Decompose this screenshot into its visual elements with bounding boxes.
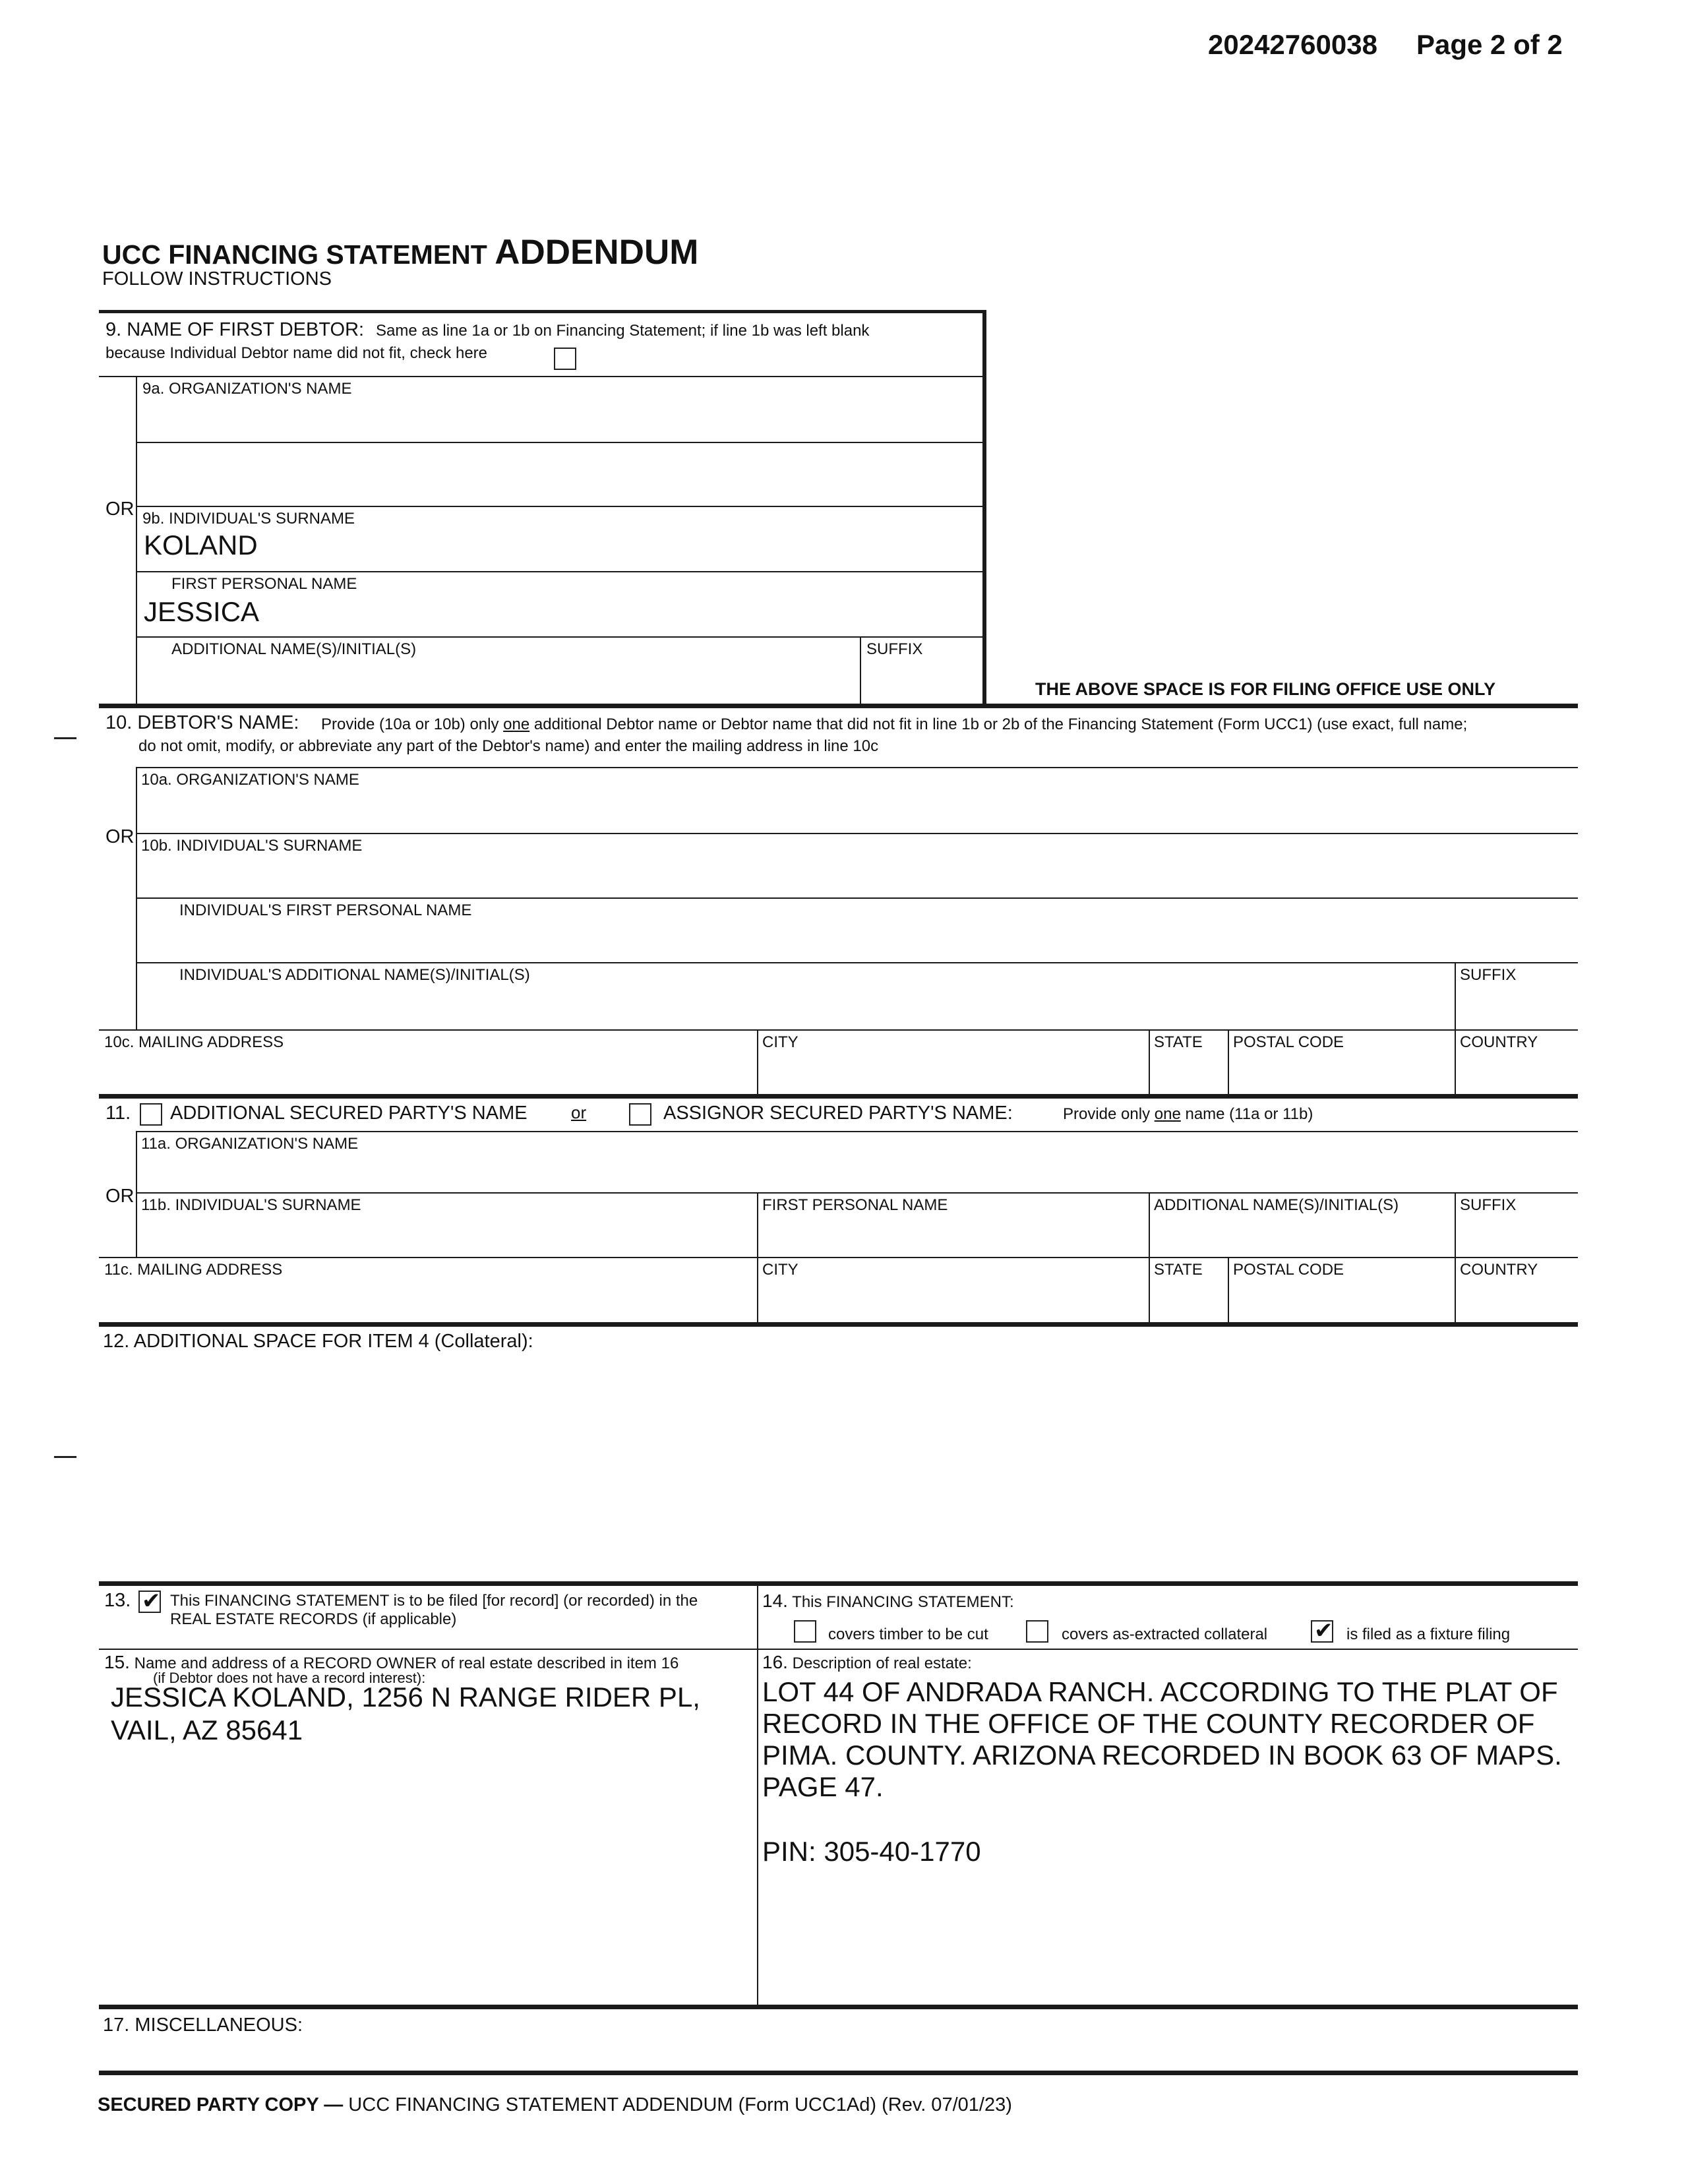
divider — [99, 376, 982, 377]
divider — [1228, 1029, 1229, 1094]
item13-real-estate-checkbox[interactable] — [138, 1591, 161, 1613]
item15-sub: (if Debtor does not have a record interest): — [153, 1670, 426, 1686]
item11-note-1: Provide only — [1063, 1105, 1155, 1123]
item9-or: OR — [106, 499, 135, 520]
item10c-state-label: STATE — [1154, 1033, 1203, 1051]
item15-text: Name and address of a RECORD OWNER of real estate described in item 16 — [134, 1654, 679, 1672]
item10-note-a2: additional Debtor name or Debtor name that did not fit in line 1b or 2b of the Financing Statement (Form UCC1) (use exact, full name; — [529, 715, 1468, 733]
item10c-city-label: CITY — [762, 1033, 799, 1051]
item14-as-extracted-checkbox[interactable] — [1026, 1620, 1048, 1643]
item11b-suffix-label: SUFFIX — [1460, 1196, 1517, 1214]
item10b-surname-field[interactable] — [138, 854, 1576, 897]
item11c-country-label: COUNTRY — [1460, 1261, 1538, 1279]
item15-owner-line1[interactable]: JESSICA KOLAND, 1256 N RANGE RIDER PL, — [111, 1682, 700, 1713]
item10a-org-name-field[interactable] — [138, 788, 1576, 833]
item10b-label: 10b. INDIVIDUAL'S SURNAME — [141, 837, 363, 855]
item12-collateral-field[interactable] — [99, 1355, 1578, 1579]
item11b-first-name-label: FIRST PERSONAL NAME — [762, 1196, 948, 1214]
item11c-state-label: STATE — [1154, 1261, 1203, 1279]
item11-note-2: name (11a or 11b) — [1180, 1105, 1313, 1123]
divider — [136, 376, 137, 706]
item9-first-name-label: FIRST PERSONAL NAME — [171, 575, 357, 593]
item13-number: 13. — [104, 1590, 131, 1611]
item10-note-a1: Provide (10a or 10b) only — [321, 715, 504, 733]
item17-bottom-border — [99, 2071, 1578, 2075]
divider — [136, 506, 982, 507]
item14-label — [762, 1591, 1014, 1612]
item16-description-line4[interactable]: PAGE 47. — [762, 1771, 884, 1802]
item10-first-name-field[interactable] — [138, 919, 1576, 962]
center-divider — [757, 1581, 758, 2007]
item10-note-a — [321, 715, 1467, 734]
item9-note-a: Same as line 1a or 1b on Financing Statement; if line 1b was left blank — [376, 322, 870, 340]
divider — [136, 897, 1578, 899]
item11-or: OR — [106, 1186, 135, 1207]
item9-right-border — [982, 310, 986, 706]
item11-additional-party-label: ADDITIONAL SECURED PARTY'S NAME — [170, 1103, 528, 1124]
divider — [136, 1131, 137, 1258]
item17-top-border — [99, 2005, 1578, 2009]
item14-text: This FINANCING STATEMENT: — [792, 1593, 1014, 1611]
item14-timber-checkbox[interactable] — [794, 1620, 816, 1643]
divider — [136, 636, 982, 638]
item9-additional-label: ADDITIONAL NAME(S)/INITIAL(S) — [171, 640, 417, 658]
item12-top-border — [99, 1322, 1578, 1327]
divider — [99, 1029, 1578, 1031]
item9-same-as-checkbox[interactable] — [554, 348, 576, 370]
item11c-city-label: CITY — [762, 1261, 799, 1279]
item15-number: 15. — [104, 1652, 130, 1672]
item12-label: 12. ADDITIONAL SPACE FOR ITEM 4 (Collateral): — [103, 1331, 533, 1352]
item11b-additional-label: ADDITIONAL NAME(S)/INITIAL(S) — [1154, 1196, 1399, 1214]
item11c-mailing-label: 11c. MAILING ADDRESS — [104, 1261, 283, 1279]
item9-top-border — [99, 310, 986, 313]
footer-form-name: UCC FINANCING STATEMENT ADDENDUM (Form UCC1Ad) (Rev. 07/01/23) — [343, 2094, 1012, 2115]
item9a-org-name-field[interactable] — [138, 399, 981, 504]
item10c-mailing-label: 10c. MAILING ADDRESS — [104, 1033, 284, 1051]
item9-suffix-label: SUFFIX — [866, 640, 923, 658]
document-number: 20242760038 — [1208, 29, 1377, 60]
item14-number: 14. — [762, 1591, 788, 1611]
margin-mark — [54, 1456, 76, 1458]
item10-first-name-label: INDIVIDUAL'S FIRST PERSONAL NAME — [179, 901, 472, 919]
divider — [757, 1029, 758, 1094]
item11-top-border — [99, 1094, 1578, 1099]
divider — [860, 636, 861, 706]
item10c-postal-label: POSTAL CODE — [1233, 1033, 1344, 1051]
divider — [99, 1257, 1578, 1258]
divider — [757, 1192, 758, 1324]
divider — [99, 1649, 1578, 1650]
item11c-postal-label: POSTAL CODE — [1233, 1261, 1344, 1279]
item9-first-name-value[interactable]: JESSICA — [144, 596, 260, 627]
divider — [1455, 962, 1456, 1094]
divider — [136, 1192, 1578, 1194]
footer — [98, 2094, 1012, 2116]
item11-or-word: or — [571, 1103, 587, 1122]
item13-line1: This FINANCING STATEMENT is to be filed [for record] (or recorded) in the — [170, 1592, 698, 1610]
item10c-country-label: COUNTRY — [1460, 1033, 1538, 1051]
item9b-surname-value[interactable]: KOLAND — [144, 530, 258, 561]
item14-fixture-filing-checkbox[interactable] — [1311, 1620, 1333, 1643]
item16-label — [762, 1652, 972, 1673]
item9-note-b: because Individual Debtor name did not fit, check here — [106, 344, 488, 362]
divider — [136, 442, 982, 443]
item16-description-line1[interactable]: LOT 44 OF ANDRADA RANCH. ACCORDING TO THE PLAT OF — [762, 1676, 1558, 1707]
item13-top-border — [99, 1581, 1578, 1586]
item10-or: OR — [106, 826, 135, 847]
item13-line2: REAL ESTATE RECORDS (if applicable) — [170, 1610, 457, 1628]
filing-office-notice: THE ABOVE SPACE IS FOR FILING OFFICE USE ONLY — [1035, 679, 1496, 699]
item11-assignor-party-label: ASSIGNOR SECURED PARTY'S NAME: — [663, 1103, 1013, 1124]
divider — [136, 767, 1578, 768]
item11b-surname-label: 11b. INDIVIDUAL'S SURNAME — [141, 1196, 361, 1214]
item16-description-line3[interactable]: PIMA. COUNTY. ARIZONA RECORDED IN BOOK 63 OF MAPS. — [762, 1740, 1562, 1771]
divider — [1455, 1192, 1456, 1324]
item9b-label: 9b. INDIVIDUAL'S SURNAME — [142, 510, 355, 528]
divider — [136, 767, 137, 1031]
item10-heading: 10. DEBTOR'S NAME: — [106, 712, 299, 733]
item10a-label: 10a. ORGANIZATION'S NAME — [141, 771, 359, 789]
item11-number: 11. — [106, 1103, 131, 1124]
item10-note-b: do not omit, modify, or abbreviate any part of the Debtor's name) and enter the mailing address in line 10c — [138, 737, 879, 755]
item15-owner-line2[interactable]: VAIL, AZ 85641 — [111, 1714, 303, 1745]
item11-additional-party-checkbox[interactable] — [140, 1103, 162, 1126]
page-indicator: Page 2 of 2 — [1416, 29, 1563, 60]
item10-top-border — [99, 704, 1578, 708]
item16-description-line2[interactable]: RECORD IN THE OFFICE OF THE COUNTY RECORDER OF — [762, 1708, 1535, 1739]
item10-note-a-one: one — [503, 715, 530, 733]
item16-pin[interactable]: PIN: 305-40-1770 — [762, 1836, 981, 1867]
divider — [136, 571, 982, 572]
divider — [136, 962, 1578, 963]
follow-instructions: FOLLOW INSTRUCTIONS — [102, 268, 332, 289]
form-title-main: ADDENDUM — [495, 233, 699, 272]
item11a-org-name-field[interactable] — [138, 1152, 1576, 1192]
item9-heading: 9. NAME OF FIRST DEBTOR: — [106, 319, 365, 340]
item10-additional-label: INDIVIDUAL'S ADDITIONAL NAME(S)/INITIAL(S) — [179, 966, 530, 984]
item10-suffix-label: SUFFIX — [1460, 966, 1517, 984]
footer-copy-type: SECURED PARTY COPY — — [98, 2094, 344, 2115]
item11-note — [1063, 1105, 1313, 1124]
item11-note-one: one — [1154, 1105, 1181, 1123]
item17-label: 17. MISCELLANEOUS: — [103, 2015, 303, 2036]
item9a-label: 9a. ORGANIZATION'S NAME — [142, 380, 352, 398]
item14-as-extracted-label: covers as-extracted collateral — [1062, 1625, 1268, 1643]
item16-number: 16. — [762, 1652, 788, 1672]
item17-misc-field[interactable] — [99, 2039, 1578, 2072]
form-title — [102, 232, 698, 272]
margin-mark — [54, 737, 76, 739]
item14-timber-label: covers timber to be cut — [828, 1625, 988, 1643]
divider — [136, 1131, 1578, 1132]
divider — [1149, 1192, 1150, 1324]
item16-text: Description of real estate: — [792, 1654, 972, 1672]
divider — [1228, 1257, 1229, 1324]
divider — [1149, 1029, 1150, 1094]
item11-assignor-party-checkbox[interactable] — [629, 1103, 651, 1126]
item11a-label: 11a. ORGANIZATION'S NAME — [141, 1135, 359, 1153]
item14-fixture-filing-label: is filed as a fixture filing — [1346, 1625, 1511, 1643]
divider — [136, 833, 1578, 834]
form-title-prefix: UCC FINANCING STATEMENT — [102, 239, 495, 270]
